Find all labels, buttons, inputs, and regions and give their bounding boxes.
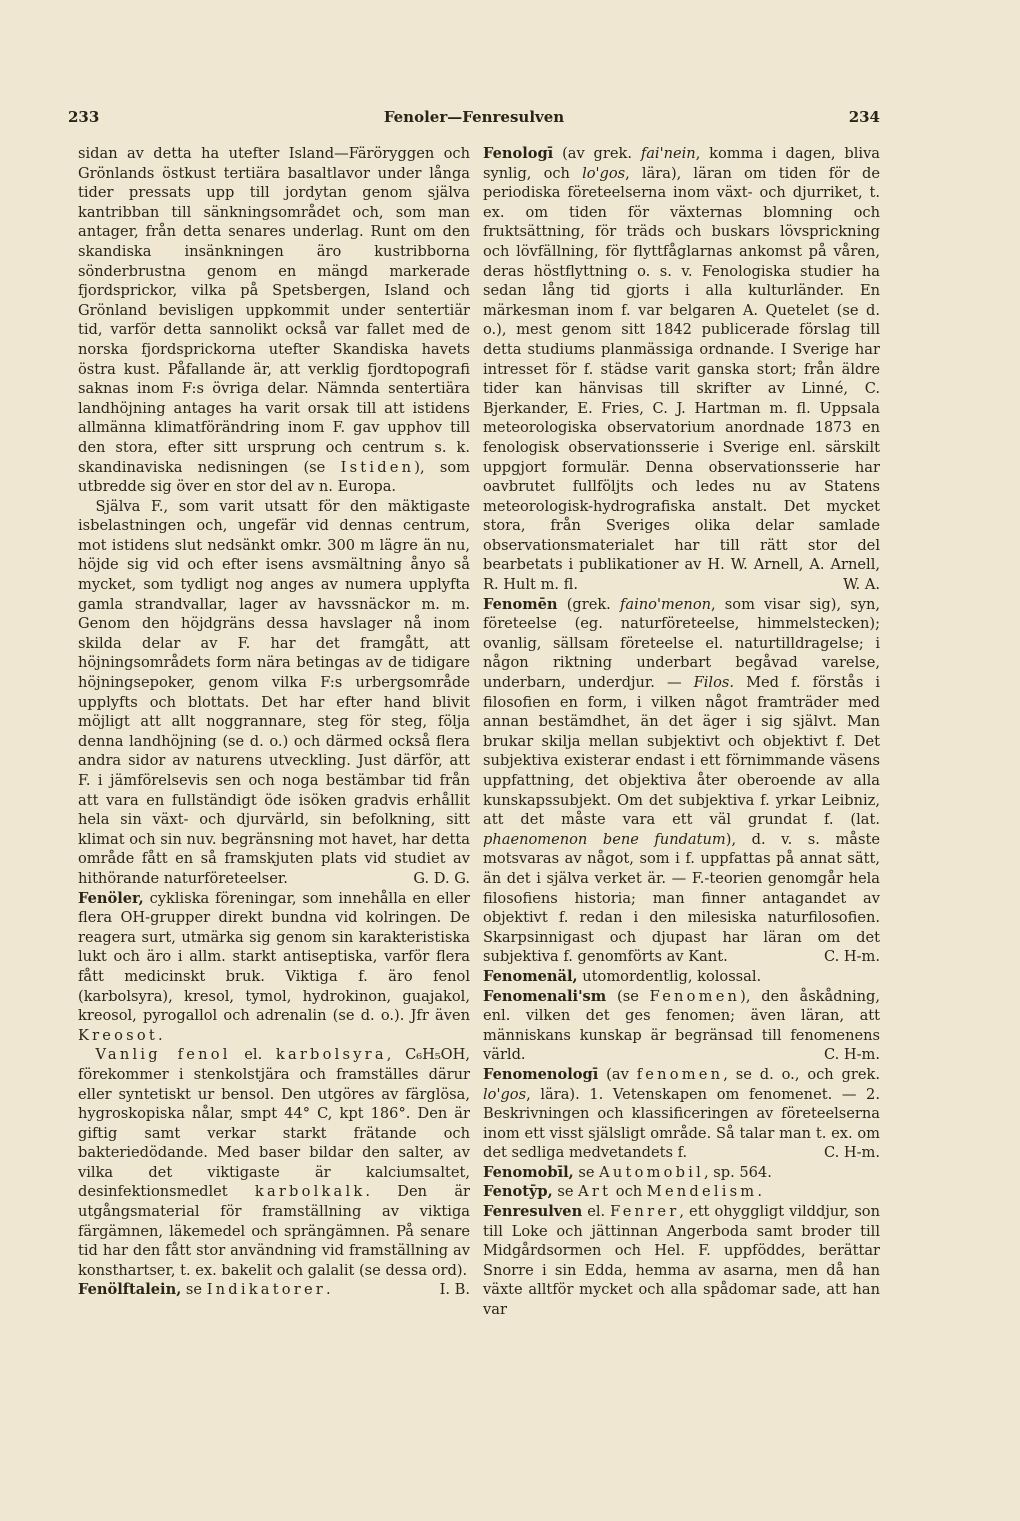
- dictionary-entry: Fenomēn (grek. faino'menon, som visar sig), syn, företeelse (eg. naturföreteelse, himmelstecken); ovanlig, sällsam företeelse el. naturtilldragelse; i någon riktning underbart begåvad varelse, underbarn, underdjur. — Filos. Med f. förstås i filosofien en form, i vilken något framträder med annan bestämdhet, än det äger i sig självt. Man brukar skilja mellan subjektivt och objektivt f. Det subjektiva existerar endast i ett förnimmande väsens uppfattning, det objektiva åter oberoende av alla kunskapssubjekt. Om det subjektiva f. yrkar Leibniz, att det måste vara ett väl grundat f. (lat. phaenomenon bene fundatum), d. v. s. måste motsvaras av något, som i f. uppfattas på annat sätt, än det i själva verket är. — F.-teorien genomgår hela filosofiens historia; man finner antagandet av objektivt f. redan i den milesiska naturfilosofien. Skarpsinnigast och djupast har läran om det subjektiva f. genomförts av Kant. C. H-m.: [483, 595, 881, 966]
- headword: Fenomenali'sm: [483, 987, 607, 1005]
- cross-reference[interactable]: Kreosot: [78, 1026, 158, 1044]
- paragraph: Vanlig fenol el. karbolsyra, C₆H₅OH, förekommer i stenkolstjära och framställes därur eller syntetiskt ur bensol. Den utgöres av färglösa, hygroskopiska nålar, smpt 44° C, kpt 186°. Den är giftig samt verkar starkt frätande och bakteriedödande. Med baser bildar den salter, av vilka det viktigaste är kalciumsaltet, desinfektionsmedlet karbolkalk. Den är utgångsmaterial för framställning av viktiga färgämnen, läkemedel och sprängämnen. På senare tid har den fått stor användning vid framställning av konsthartser, t. ex. bakelit och galalit (se dessa ord). I. B.: [78, 1046, 470, 1299]
- cross-reference[interactable]: fenomen: [636, 1065, 724, 1083]
- cross-reference[interactable]: Indikatorer: [206, 1281, 326, 1299]
- headword: Fenomēn: [483, 595, 558, 613]
- right-column: [483, 144, 880, 1320]
- cross-reference[interactable]: Istiden: [340, 458, 415, 476]
- headword: Fenomenäl,: [483, 967, 578, 985]
- cross-reference[interactable]: karbolkalk: [254, 1183, 366, 1201]
- author-signature: C. H-m.: [823, 1144, 880, 1162]
- left-column: [78, 144, 470, 1300]
- dictionary-entry: Fenöler, cykliska föreningar, som innehålla en eller flera OH-grupper direkt bundna vid kolringen. De reagera surt, utmärka sig genom sin karakteristiska lukt och äro i allm. starkt antiseptiska, varför flera fått medicinskt bruk. Viktiga f. äro fenol (karbolsyra), kresol, tymol, hydrokinon, guajakol, kreosol, pyrogallol och adrenalin (se d. o.). Jfr även Kreosot.: [78, 889, 470, 1044]
- dictionary-entry: Fenologī (av grek. fai'nein, komma i dagen, bliva synlig, och lo'gos, lära), läran om tiden för de periodiska företeelserna inom växt- och djurriket, t. ex. om tiden för växternas blomning och fruktsättning, för träds och buskars lövsprickning och lövfällning, för flyttfåglarnas ankomst på våren, deras höstflyttning o. s. v. Fenologiska studier ha sedan lång tid gjorts i alla kulturländer. En märkesman inom f. var belgaren A. Quetelet (se d. o.), mest genom sitt 1842 publicerade förslag till detta studiums planmässiga ordnande. I Sverige har intresset för f. städse varit ganska stort; från äldre tider kan hänvisas till skrifter av Linné, C. Bjerkander, E. Fries, C. J. Hartman m. fl. Uppsala meteorologiska observatorium anordnade 1873 en fenologisk observationsserie i Sverige enl. särskilt uppgjort formulär. Denna observationsserie har oavbrutet fullföljts och ledes nu av Statens meteorologisk-hydrografiska anstalt. Det mycket stora, från Sveriges olika delar samlade observationsmaterialet har till rätt stor del bearbetats i publikationer av H. W. Arnell, A. Arnell, R. Hult m. fl. W. A.: [483, 145, 881, 594]
- dictionary-entry: Fenotȳp, se Art och Mendelism.: [483, 1183, 762, 1201]
- headword: Fenomobīl,: [483, 1163, 574, 1181]
- dictionary-entry: Fenomobīl, se Automobil, sp. 564.: [483, 1163, 772, 1181]
- paragraph: sidan av detta ha utefter Island—Färöryggen och Grönlands östkust tertiära basaltlavor under långa tider pressats upp till jordytan genom själva kantribban till sänkningsområdet och, som man antager, från detta senares underlag. Runt om den skandiska insänkningen äro kustribborna sönderbrustna genom en mängd markerade fjordsprickor, vilka på Spetsbergen, Island och Grönland bevisligen uppkommit under sentertiär tid, varför detta sannolikt också var fallet med de norska fjordsprickorna utefter Skandiska havets östra kust. Påfallande är, att verklig fjordtopografi saknas inom F:s övriga delar. Nämnda sentertiära landhöjning antages ha varit orsak till att istidens allmänna klimatförändring inom F. gav upphov till den stora, efter sitt ursprung och centrum s. k. skandinaviska nedisningen (se Istiden), som utbredde sig över en stor del av n. Europa.: [78, 145, 470, 496]
- headword: Fenomenologī: [483, 1065, 599, 1083]
- dictionary-entry: Fenomenäl, utomordentlig, kolossal.: [483, 967, 762, 985]
- cross-reference[interactable]: Fenomen: [649, 987, 741, 1005]
- author-signature: C. H-m.: [823, 948, 880, 966]
- cross-reference[interactable]: Automobil: [599, 1163, 704, 1181]
- paragraph: Själva F., som varit utsatt för den mäktigaste isbelastningen och, ungefär vid dennas centrum, mot istidens slut nedsänkt omkr. 300 m lägre än nu, höjde sig vid och efter isens avsmältning ånyo så mycket, som tydligt nog anges av numera upplyfta gamla strandvallar, lager av havssnäckor m. m. Genom den höjdgräns dessa havslager nå inom skilda delar av F. har det framgått, att höjningsområdets form nära betingas av de tidigare höjningsepoker, genom vilka F:s urbergsområde upplyfts och blottats. Det har efter hand blivit möjligt att allt noggrannare, steg för steg, följa denna landhöjning (se d. o.) och därmed också flera andra sidor av naturens utveckling. Just därför, att F. i jämförelsevis sen och noga bestämbar tid från att vara en fullständigt öde isöken gradvis erhållit hela sin växt- och djurvärld, sin befolkning, sitt klimat och sin nuv. begränsning mot havet, har detta område fått en så framskjuten plats vid studiet av hithörande naturföreteelser. G. D. G.: [78, 497, 470, 887]
- dictionary-entry: Fenomenali'sm (se Fenomen), den åskådning, enl. vilken det ges fenomen; även läran, att människans kunskap är begränsad till fenomenens värld. C. H-m.: [483, 987, 881, 1064]
- headword: Fenölftalein,: [78, 1281, 182, 1299]
- left-page-number: 233: [68, 108, 100, 126]
- author-signature: C. H-m.: [823, 1046, 880, 1064]
- author-signature: G. D. G.: [413, 869, 470, 887]
- headword: Fenologī: [483, 145, 554, 162]
- right-page-number: 234: [848, 108, 880, 126]
- cross-reference[interactable]: Fenrer: [610, 1203, 680, 1221]
- dictionary-entry: Fenölftalein, se Indikatorer.: [78, 1281, 331, 1299]
- author-signature: W. A.: [843, 576, 880, 594]
- running-title: Fenoler—Fenresulven: [383, 108, 565, 126]
- running-header: [68, 108, 880, 132]
- cross-reference[interactable]: Art: [578, 1183, 612, 1201]
- dictionary-entry: Fenomenologī (av fenomen, se d. o., och grek. lo'gos, lära). 1. Vetenskapen om fenomenet. — 2. Beskrivningen och klassificeringen av företeelserna inom ett visst själsligt område. Så talar man t. ex. om det sedliga medvetandets f. C. H-m.: [483, 1065, 880, 1162]
- headword: Fenresulven: [483, 1203, 583, 1221]
- dictionary-entry: Fenresulven el. Fenrer, ett ohyggligt vilddjur, son till Loke och jättinnan Angerboda samt broder till Midgårdsormen och Hel. F. uppföddes, berättar Snorre i sin Edda, hemma av asarna, men då han växte alltför mycket och alla spådomar sade, att han var: [483, 1203, 880, 1319]
- cross-reference[interactable]: Mendelism: [646, 1183, 758, 1201]
- author-signature: I. B.: [439, 1281, 470, 1299]
- headword: Fenotȳp,: [483, 1183, 553, 1201]
- headword: Fenöler,: [78, 889, 144, 907]
